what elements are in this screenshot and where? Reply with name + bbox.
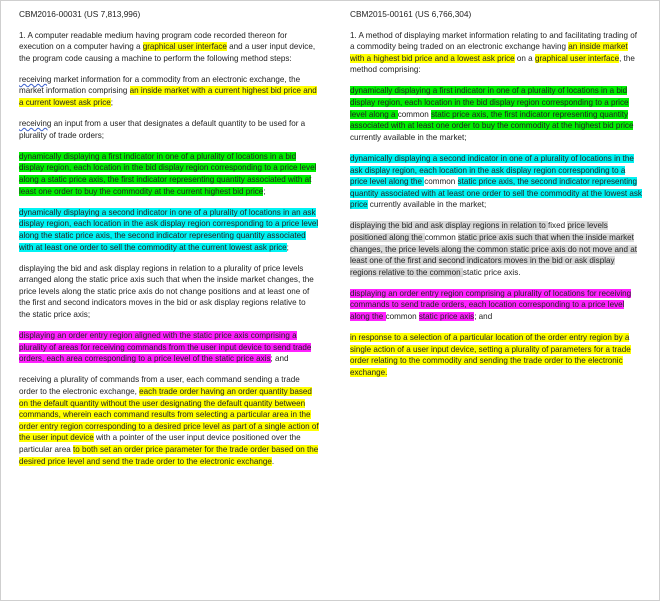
highlight-magenta: static price axis bbox=[418, 312, 475, 322]
claim-paragraph bbox=[19, 74, 319, 109]
claim-paragraph bbox=[350, 85, 642, 143]
highlight-yellow: an inside market with a current highest bid price and a current lowest ask price bbox=[19, 86, 317, 108]
claim-paragraph bbox=[19, 207, 319, 253]
claim-text: displaying the bid and ask display regions in relation to a plurality of price levels arranged along the static price axis such that when the inside market changes, the price levels along the static price axis do not change positions and at least one of the first and second indicators moves in the bid or ask display regions relative to the static price axis; bbox=[19, 263, 314, 319]
claim-text: common bbox=[424, 177, 458, 187]
claim-paragraph bbox=[19, 263, 319, 321]
claim-text: . bbox=[271, 456, 275, 466]
spellcheck-word: receiving bbox=[19, 74, 52, 84]
claim-text: an input from a user that designates a default quantity to be used for a plurality of trade orders; bbox=[19, 119, 306, 140]
claim-paragraph bbox=[19, 151, 319, 197]
claim-text: ; and bbox=[474, 312, 493, 322]
highlight-gray: static price axis such that when the inside market changes, the price levels along the common static price axis do not move and at least one of the first and second indicators moves in the bid or ask display regions relative to the common bbox=[350, 233, 638, 277]
claim-paragraph bbox=[350, 153, 642, 211]
spellcheck-word: receiving bbox=[19, 119, 52, 129]
claim-paragraph bbox=[19, 118, 319, 141]
claim-text: ; and bbox=[270, 354, 289, 364]
highlight-magenta: displaying an order entry region comprising a plurality of locations for receiving commands to send trade orders, each location corresponding to a price level along the bbox=[350, 288, 632, 322]
highlight-green: dynamically displaying a first indicator in one of a plurality of locations in a bid display region, each location in the bid display region corresponding to a price level along a static price axis, the first indicator representing quantity associated with at least one order to buy the commodity at the current highest bid price bbox=[19, 151, 317, 196]
claim-paragraph bbox=[350, 220, 642, 278]
claim-paragraph bbox=[19, 330, 319, 365]
claim-text: static price axis. bbox=[462, 267, 521, 277]
highlight-magenta: displaying an order entry region aligned with the static price axis comprising a plurality of areas for receiving commands from the user input device to send trade orders, each area corresponding to a price level of the static price axis bbox=[19, 331, 312, 364]
highlight-green: dynamically displaying a first indicator in one of a plurality of locations in a bid display region, each location in the bid display region corresponding to a price level along a bbox=[350, 86, 629, 119]
highlight-cyan: dynamically displaying a second indicator in one of a plurality of locations in an ask display region, each location in the ask display region corresponding to a price level along the static price axis, the second indicator representing quantity associated with at least one order to sell the commodity at the current lowest ask price bbox=[19, 207, 319, 252]
claim-text: 1. A computer readable medium having program code recorded thereon for execution on a computer having a bbox=[19, 30, 288, 52]
claim-text: currently available in the market; bbox=[350, 132, 467, 142]
highlight-yellow: graphical user interface bbox=[534, 53, 620, 63]
claim-text: and a user input device, the program code causing a machine to perform the following method steps: bbox=[19, 42, 316, 63]
highlight-cyan: static price axis, the second indicator representing quantity associated with at least one order to sell the commodity at the lowest ask price bbox=[350, 177, 642, 210]
highlight-gray: price levels positioned along the bbox=[350, 221, 608, 242]
patent-title-right: CBM2015-00161 (US 6,766,304) bbox=[350, 9, 472, 19]
claim-text: currently available in the market; bbox=[367, 200, 487, 210]
claim-body-left bbox=[19, 30, 319, 468]
claim-column-right bbox=[350, 9, 642, 388]
highlight-yellow: to both set an order price parameter for the trade order based on the desired price level and send the trade order to the electronic exchange bbox=[19, 444, 319, 466]
claim-text: market information for a commodity from an electronic exchange, the market information comprising bbox=[19, 74, 301, 96]
claim-paragraph bbox=[350, 288, 642, 323]
claim-paragraph bbox=[19, 30, 319, 65]
highlight-cyan: dynamically displaying a second indicator in one of a plurality of locations in the ask display region, each location in the ask display region corresponding to a price level along the bbox=[350, 153, 634, 187]
claim-text: receiving a plurality of commands from a user, each command sending a trade order to the electronic exchange, bbox=[19, 375, 300, 396]
patent-title-left: CBM2016-00031 (US 7,813,996) bbox=[19, 9, 141, 19]
claim-text: common bbox=[424, 233, 458, 242]
highlight-gray: displaying the bid and ask display regions in relation to bbox=[350, 221, 548, 231]
highlight-green: static price axis, the first indicator representing quantity associated with at least one order to buy the commodity at the highest bid price bbox=[350, 109, 634, 131]
highlight-yellow: graphical user interface bbox=[142, 42, 227, 52]
claim-paragraph bbox=[350, 30, 642, 76]
highlight-yellow: an inside market with a highest bid price and a lowest ask price bbox=[350, 42, 628, 63]
claim-paragraph bbox=[350, 332, 642, 378]
highlight-yellow: each trade order having an order quantity based on the default quantity without the user designating the default quantity between commands, wherein each command results from selecting a particular area in the order entry region corresponding to a desired price level as part of a single action of the user input device bbox=[19, 386, 319, 443]
claim-column-left bbox=[19, 9, 319, 477]
claim-text: ; bbox=[110, 98, 114, 108]
claim-text: common bbox=[397, 109, 431, 119]
claim-text: with a pointer of the user input device positioned over the particular area bbox=[19, 433, 301, 454]
claim-text: ; bbox=[263, 186, 266, 196]
highlight-yellow: in response to a selection of a particular location of the order entry region by a single action of a user input device, setting a plurality of parameters for a trade order relating to the commodity and sending the trade order to the electronic exchange. bbox=[350, 333, 631, 377]
claim-body-right bbox=[350, 30, 642, 379]
claim-text: on a bbox=[514, 53, 535, 63]
claim-text: ; bbox=[286, 242, 289, 252]
claim-text: 1. A method of displaying market information relating to and facilitating trading of a commodity being traded on an electronic exchange having bbox=[350, 30, 638, 52]
claim-paragraph bbox=[19, 374, 319, 467]
claim-text: fixed bbox=[547, 221, 568, 231]
claim-text: , the method comprising: bbox=[350, 53, 635, 75]
claim-text: common bbox=[385, 312, 419, 322]
